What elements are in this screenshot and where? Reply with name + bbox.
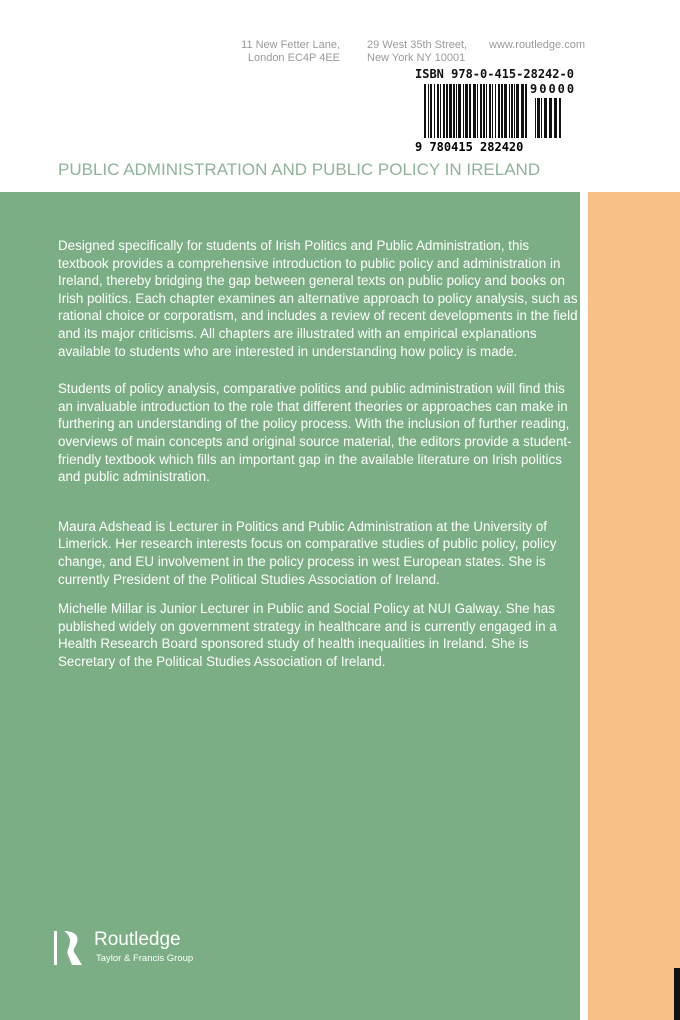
back-cover-text — [58, 237, 578, 690]
barcode-bar — [544, 98, 547, 138]
barcode-bar — [554, 98, 557, 138]
barcode-bar — [465, 84, 468, 138]
barcode-bar — [549, 98, 552, 138]
barcode-bar — [486, 84, 487, 138]
address-line: 11 New Fetter Lane, — [241, 39, 340, 51]
barcode-bar — [424, 84, 426, 138]
description-paragraph: Designed specifically for students of Irish Politics and Public Administration, this textbook provides a comprehensive introduction to public policy and administration in Ireland, thereby bridging the gap between general texts on public policy and books on Irish politics. Each chapter examines an alternative approach to policy analysis, such as rational choice or corporatism, and includes a review of recent developments in the field and its major criticisms. All chapters are illustrated with an empirical explanations available to students who are interested in understanding how policy is made. — [58, 238, 578, 359]
author-bio-text: is Junior Lecturer in Public and Social Policy at NUI Galway. She has published widely on government strategy in healthcare and is currently engaged in a Health Research Board sponsored study of health inequalities in Ireland. She is Secretary of the Political Studies Association of Ireland. — [58, 601, 557, 669]
barcode-bar — [473, 84, 476, 138]
barcode-bar — [458, 84, 461, 138]
author-bio-text: is Lecturer in Politics and Public Administration at the University of Limerick. Her research interests focus on comparative studies of public policy, policy change, and EU involvement in the policy process in west European states. She is currently President of the Political Studies Association of Ireland. — [58, 518, 557, 587]
isbn-text: ISBN 978-0-415-28242-0 — [415, 67, 574, 81]
barcode-bar — [456, 84, 457, 138]
london-address — [241, 39, 340, 65]
barcode-bar — [428, 84, 429, 138]
barcode-bar — [537, 98, 540, 138]
barcode-bar — [453, 84, 455, 138]
publisher-website: www.routledge.com — [489, 39, 585, 51]
barcode-bar — [443, 84, 445, 138]
ean-number: 9 780415 282420 — [415, 140, 524, 154]
book-title: PUBLIC ADMINISTRATION AND PUBLIC POLICY IN IRELAND — [58, 160, 541, 179]
barcode-bar — [498, 84, 500, 138]
author-bio — [58, 518, 578, 588]
barcode-bar — [525, 84, 527, 138]
barcode-bar — [495, 84, 496, 138]
barcode-bar — [434, 84, 435, 138]
routledge-logo — [50, 929, 210, 969]
barcode-bar — [535, 98, 536, 138]
orange-spine-panel — [588, 192, 680, 1020]
newyork-address — [367, 39, 467, 65]
barcode-bar — [509, 84, 510, 138]
address-line: New York NY 10001 — [367, 52, 466, 64]
barcode-bar — [430, 84, 432, 138]
barcode-bar — [469, 84, 471, 138]
barcode-bar — [492, 84, 493, 138]
address-line: London EC4P 4EE — [247, 52, 340, 64]
barcode-bar — [521, 84, 524, 138]
barcode-bar — [483, 84, 485, 138]
barcode-bar — [504, 84, 507, 138]
price-code: 90000 — [530, 82, 577, 96]
author-name: Maura Adshead — [58, 518, 152, 534]
barcode-bar — [514, 84, 515, 138]
barcode-bar — [541, 98, 542, 138]
barcode-bar — [516, 84, 519, 138]
barcode-bar — [559, 98, 561, 138]
barcode-bar — [446, 84, 448, 138]
barcode-bar — [449, 84, 452, 138]
description-paragraph: Students of policy analysis, comparative politics and public administration will find this an invaluable introduction to the role that different theories or approaches can make in furthering an understanding of the policy process. With the inclusion of further reading, overviews of main concepts and original source material, the editors provide a student-friendly textbook which fills an important gap in the available literature on Irish politics and public administration. — [58, 381, 572, 485]
author-name: Michelle Millar — [58, 601, 143, 617]
barcode-bar — [437, 84, 439, 138]
barcode-bar — [480, 84, 482, 138]
corner-graphic — [674, 968, 680, 1020]
routledge-head-icon — [50, 929, 90, 969]
address-line: 29 West 35th Street, — [367, 39, 468, 51]
barcode-bar — [440, 84, 441, 138]
barcode-bar — [463, 84, 464, 138]
barcode-bar — [477, 84, 478, 138]
logo-name: Routledge — [94, 929, 181, 950]
barcode-bar — [501, 84, 503, 138]
barcode-bar — [511, 84, 513, 138]
barcode-bar — [489, 84, 491, 138]
logo-tagline: Taylor & Francis Group — [96, 953, 194, 964]
author-bio — [58, 600, 578, 670]
